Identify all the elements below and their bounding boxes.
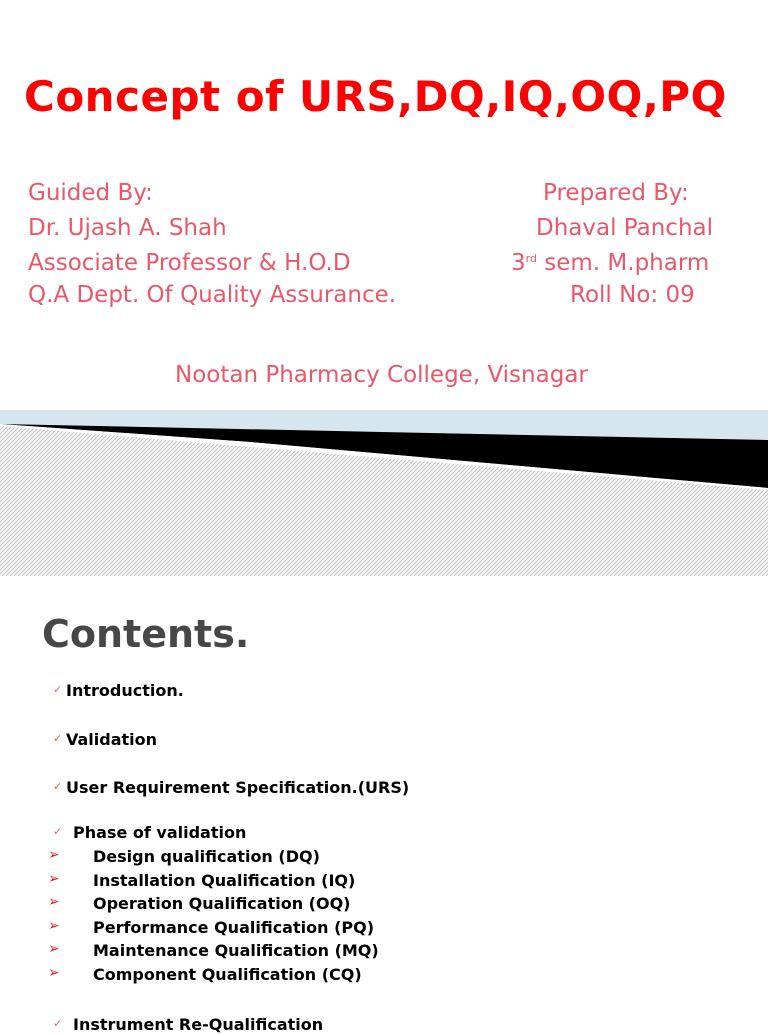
guide-position: Associate Professor & H.O.D (28, 250, 351, 276)
guide-department: Q.A Dept. Of Quality Assurance. (28, 282, 397, 308)
roll-number: Roll No: 09 (570, 282, 695, 308)
check-icon: ✓ (53, 780, 63, 793)
list-item: Phase of validation (73, 823, 247, 842)
contents-heading: Contents. (42, 612, 250, 656)
arrow-bullet-icon: ➢ (48, 965, 60, 981)
slide-title: Concept of URS,DQ,IQ,OQ,PQ (24, 72, 727, 121)
arrow-bullet-icon: ➢ (48, 894, 60, 910)
arrow-bullet-icon: ➢ (48, 847, 60, 863)
check-icon: ✓ (53, 732, 63, 745)
check-icon: ✓ (53, 825, 63, 838)
semester-number: 3 (511, 250, 526, 276)
student-name: Dhaval Panchal (536, 215, 714, 241)
student-semester (511, 250, 709, 276)
contents-slide: Contents. ✓ Introduction. ✓ Validation ✓ User Requirement Specification.(URS) ✓ Phase of validation ➢ Design qualification (DQ) ➢ Installation Qualification (IQ) ➢ Operation Qualification (OQ) ➢ Performance Qualification (PQ) ➢ Maintenance Qualification (MQ) ➢ Component Qualification (CQ) ✓ Instrument Re-Qualification (0, 576, 768, 1024)
arrow-bullet-icon: ➢ (48, 941, 60, 957)
prepared-by-label: Prepared By: (543, 180, 689, 206)
guided-by-label: Guided By: (28, 180, 153, 206)
semester-text: sem. M.pharm (536, 250, 710, 276)
arrow-bullet-icon: ➢ (48, 918, 60, 934)
semester-suffix: rd (525, 252, 537, 265)
college-name: Nootan Pharmacy College, Visnagar (175, 362, 588, 388)
guide-name: Dr. Ujash A. Shah (28, 215, 227, 241)
list-item: User Requirement Specification.(URS) (66, 778, 410, 797)
list-item: Instrument Re-Qualification (73, 1015, 324, 1034)
list-item: Introduction. (66, 681, 184, 700)
decorative-band (0, 410, 768, 576)
list-item: Validation (66, 730, 158, 749)
check-icon: ✓ (53, 683, 63, 696)
check-icon: ✓ (53, 1017, 63, 1030)
arrow-bullet-icon: ➢ (48, 871, 60, 887)
